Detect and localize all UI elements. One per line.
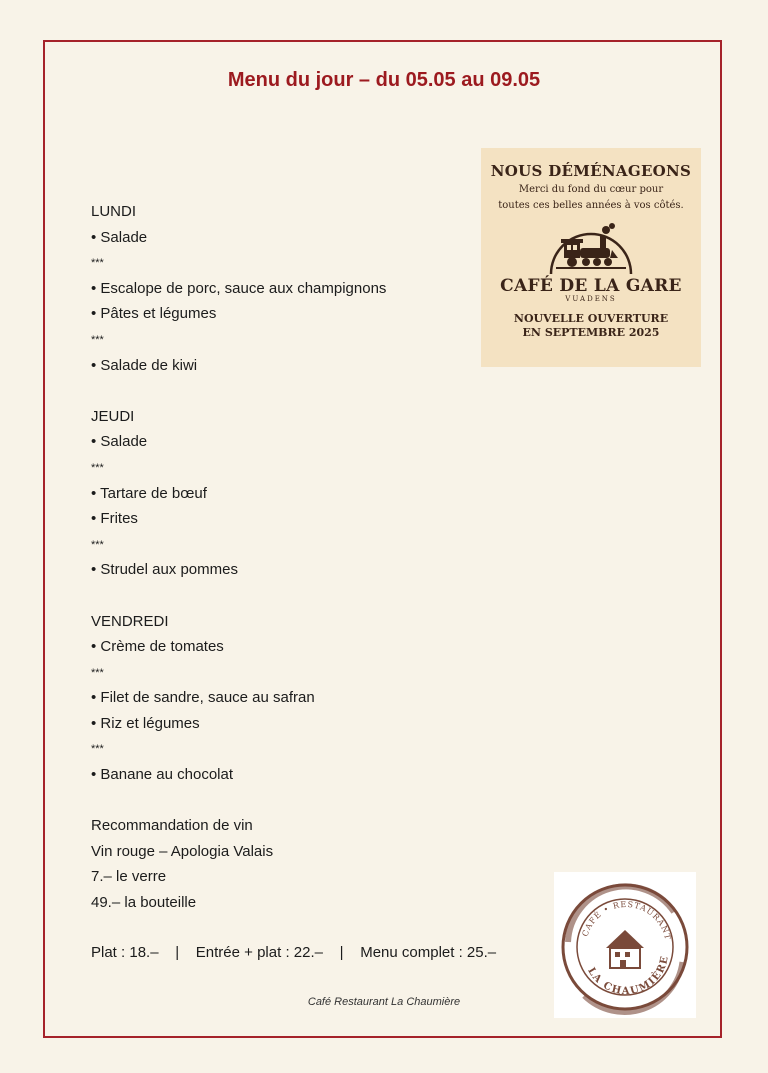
price-entree-plat: Entrée + plat : 22.– [195, 944, 323, 961]
restaurant-logo [554, 872, 696, 1018]
menu-item: • Pâtes et légumes [91, 305, 217, 323]
menu-item: • Crème de tomates [91, 638, 224, 656]
logo-arc-text: CAFÉ • RESTAURANT [580, 899, 673, 942]
footer-text: Café Restaurant La Chaumière [307, 996, 461, 1008]
separator: *** [91, 257, 104, 270]
day-heading-jeudi: JEUDI [91, 407, 135, 425]
wine-heading: Recommandation de vin [91, 817, 253, 835]
wine-name: Vin rouge – Apologia Valais [91, 842, 274, 860]
menu-item: • Salade [91, 228, 148, 246]
poster-brand: CAFÉ DE LA GARE [500, 276, 682, 296]
poster-thanks-2: toutes ces belles années à vos côtés. [498, 200, 684, 211]
menu-item: • Salade [91, 433, 148, 451]
price-menu-complet: Menu complet : 25.– [360, 944, 497, 961]
day-heading-lundi: LUNDI [91, 203, 137, 220]
poster-opening-1: NOUVELLE OUVERTURE [513, 312, 669, 325]
menu-item: • Riz et légumes [91, 714, 200, 732]
poster-heading: NOUS DÉMÉNAGEONS [490, 162, 692, 180]
menu-item: • Strudel aux pommes [91, 561, 238, 579]
day-heading-vendredi: VENDREDI [91, 612, 169, 630]
menu-item: • Tartare de bœuf [91, 484, 207, 502]
separator: *** [91, 743, 104, 756]
moving-poster [481, 148, 701, 367]
menu-item: • Filet de sandre, sauce au safran [91, 689, 315, 707]
price-plat: Plat : 18.– [91, 944, 159, 961]
menu-item: • Salade de kiwi [91, 356, 198, 374]
page-title: Menu du jour – du 05.05 au 09.05 [227, 69, 541, 91]
price-separator: | [175, 944, 180, 961]
menu-item: • Escalope de porc, sauce aux champignons [91, 279, 387, 297]
poster-opening-2: EN SEPTEMBRE 2025 [522, 326, 660, 339]
menu-item: • Frites [91, 510, 138, 528]
separator: *** [91, 666, 104, 679]
price-separator: | [339, 944, 344, 961]
menu-list [91, 202, 386, 919]
separator: *** [91, 538, 104, 551]
menu-item: • Banane au chocolat [91, 766, 234, 784]
wine-bottle-price: 49.– la bouteille [91, 894, 197, 912]
price-line [91, 944, 496, 961]
separator: *** [91, 461, 104, 474]
separator: *** [91, 333, 104, 346]
logo-name: LA CHAUMIÈRE [585, 954, 672, 998]
poster-thanks-1: Merci du fond du cœur pour [518, 184, 664, 195]
train-icon [546, 216, 636, 276]
wine-glass-price: 7.– le verre [91, 868, 167, 886]
poster-location: VUADENS [565, 295, 617, 303]
svg-text:LA CHAUMIÈRE [585, 954, 671, 997]
